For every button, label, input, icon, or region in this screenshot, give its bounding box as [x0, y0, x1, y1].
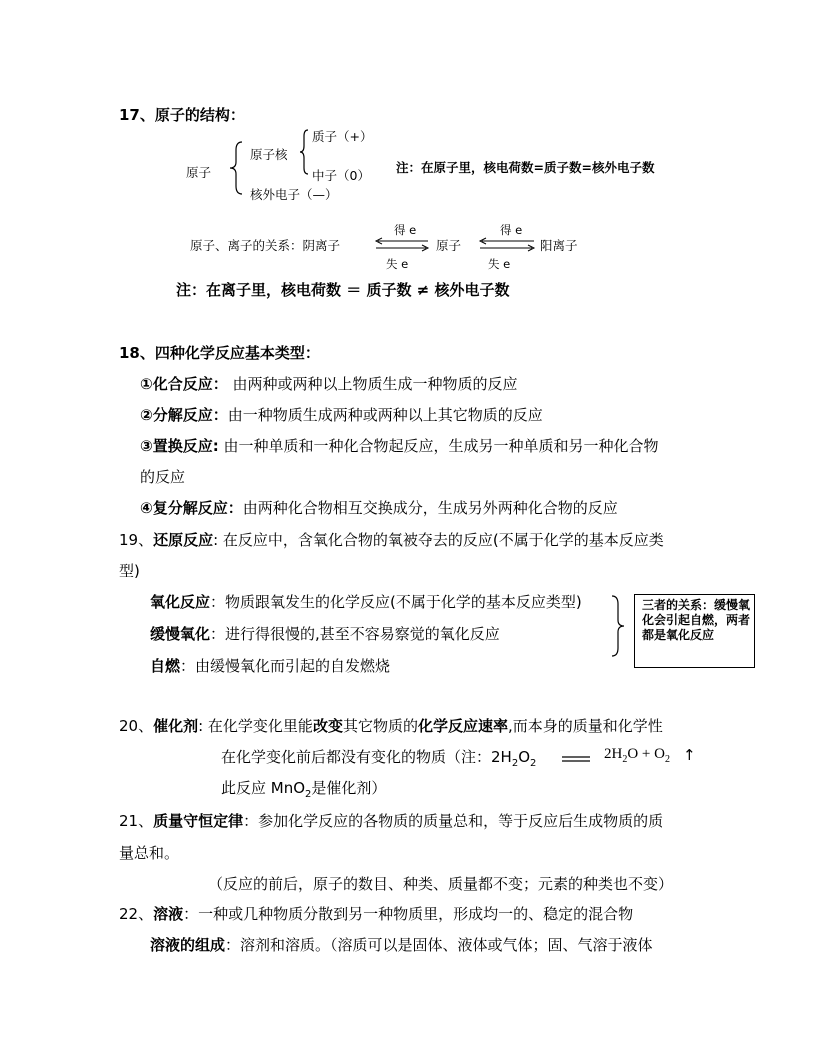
section-20-line3: 此反应 MnO$_2$是催化剂）	[221, 779, 387, 800]
item-displacement-cont: 的反应	[140, 468, 186, 486]
proton-label: 质子（+）	[312, 129, 373, 144]
right-brace	[610, 594, 628, 658]
neutron-label: 中子（0）	[312, 168, 370, 183]
electron-label: 核外电子（—）	[250, 187, 338, 202]
section-18-title: 18、四种化学反应基本类型：	[119, 344, 320, 362]
section-21-note: （反应的前后，原子的数目、种类、质量都不变；元素的种类也不变）	[208, 875, 674, 893]
note-ion: 注：在离子里，核电荷数 ＝ 质子数 ≠ 核外电子数	[176, 281, 510, 299]
item-combination: ①化合反应： 由两种或两种以上物质生成一种物质的反应	[140, 375, 518, 393]
section-21-line: 21、质量守恒定律：参加化学反应的各物质的质量总和，等于反应后生成物质的质	[119, 812, 664, 830]
item-displacement: ③置换反应: 由一种单质和一种化合物起反应，生成另一种单质和另一种化合物	[140, 437, 659, 455]
equation-products: $2H_2O + O_2$	[604, 746, 670, 765]
section-22-line: 22、溶液：一种或几种物质分散到另一种物质里，形成均一的、稳定的混合物	[119, 905, 634, 923]
solution-composition-line: 溶液的组成：溶剂和溶质。（溶质可以是固体、液体或气体；固、气溶于液体	[150, 936, 653, 954]
section-17-title: 17、原子的结构：	[119, 106, 245, 124]
double-arrow-2	[478, 238, 536, 252]
item-decomposition: ②分解反应：由一种物质生成两种或两种以上其它物质的反应	[140, 406, 543, 424]
outer-brace	[228, 140, 248, 196]
equation-equals	[562, 756, 590, 764]
cation-label: 阳离子	[540, 238, 578, 253]
atom-label: 原子	[186, 165, 212, 180]
section-19-cont: 型)	[119, 562, 140, 580]
relationship-note-box: 三者的关系：缓慢氧化会引起自燃，两者都是氧化反应	[634, 594, 755, 668]
section-20-line2: 在化学变化前后都没有变化的物质（注：$2H_2O_2$	[221, 748, 537, 769]
oxidation-line: 氧化反应：物质跟氧发生的化学反应(不属于化学的基本反应类型)	[150, 593, 582, 611]
slow-oxidation-line: 缓慢氧化：进行得很慢的,甚至不容易察觉的氧化反应	[150, 625, 500, 643]
double-arrow-1	[374, 238, 430, 252]
lose-e-2: 失 e	[488, 257, 511, 271]
section-21-cont: 量总和。	[119, 844, 180, 862]
gain-e-1: 得 e	[394, 223, 417, 237]
nucleus-label: 原子核	[250, 147, 288, 162]
section-20-line: 20、催化剂: 在化学变化里能改变其它物质的化学反应速率,而本身的质量和化学性	[119, 717, 663, 735]
ion-relation-label: 原子、离子的关系：阴离子	[190, 238, 341, 253]
atom-label-2: 原子	[436, 238, 462, 253]
gas-arrow: ↑	[683, 746, 696, 764]
gain-e-2: 得 e	[500, 223, 523, 237]
item-double-decomposition: ④复分解反应：由两种化合物相互交换成分，生成另外两种化合物的反应	[140, 499, 618, 517]
note-atom: 注：在原子里，核电荷数=质子数=核外电子数	[396, 160, 655, 175]
section-19-line: 19、还原反应: 在反应中，含氧化合物的氧被夺去的反应(不属于化学的基本反应类	[119, 531, 664, 549]
inner-brace	[298, 128, 310, 176]
spontaneous-combustion-line: 自燃：由缓慢氧化而引起的自发燃烧	[150, 657, 391, 675]
lose-e-1: 失 e	[386, 257, 409, 271]
